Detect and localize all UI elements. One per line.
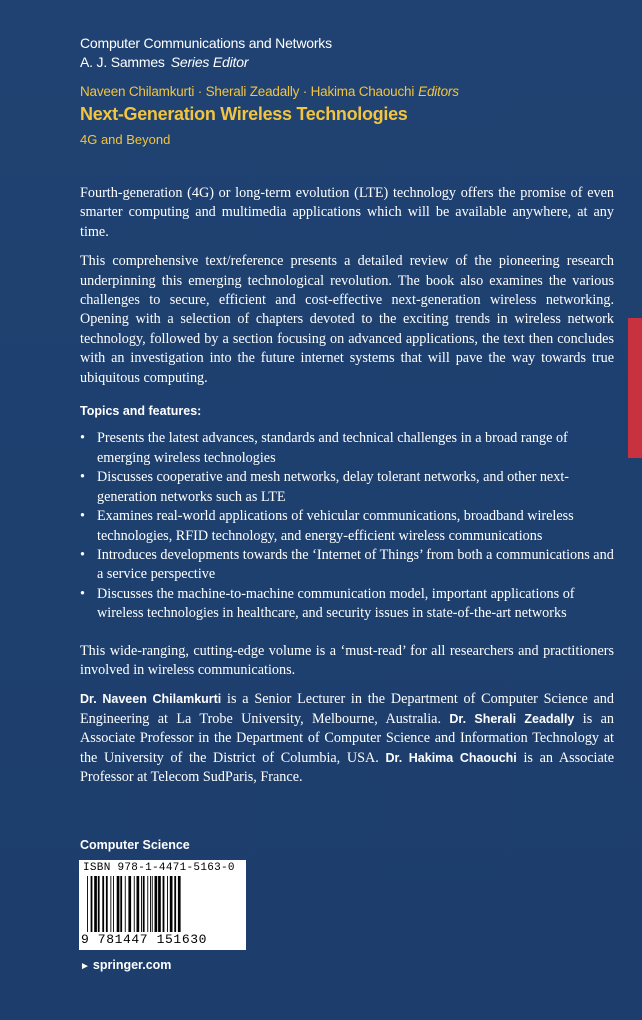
feature-item: • Introduces developments towards the ‘Internet of Things’ from both a communications and a service perspective — [80, 546, 614, 583]
barcode-bar — [125, 876, 126, 938]
series-name: Computer Communications and Networks — [80, 35, 332, 51]
arrow-icon: ► — [80, 961, 90, 972]
feature-item: • Discusses cooperative and mesh networks, delay tolerant networks, and other next-generation networks such as LTE — [80, 469, 569, 505]
barcode-bar — [102, 876, 104, 938]
barcode-bar — [91, 876, 93, 938]
publisher-link[interactable] — [80, 958, 171, 972]
bullet-icon: • — [80, 508, 85, 525]
bullet-icon: • — [80, 430, 85, 447]
feature-item: • Examines real-world applications of vehicular communications, broadband wireless technologies, RFID technology, and energy-efficient wireless communications — [80, 508, 574, 544]
book-subtitle: 4G and Beyond — [80, 132, 171, 147]
barcode-bar — [113, 876, 114, 938]
barcode-bar — [94, 876, 97, 938]
barcode-bar — [98, 876, 100, 938]
blurb-paragraph-1: Fourth-generation (4G) or long-term evolution (LTE) technology offers the promise of even smarter computing and multimedia applications which will be available anywhere, at any time. — [80, 185, 614, 240]
barcode-bar — [147, 876, 148, 938]
blurb-paragraph-2: This comprehensive text/reference presents a detailed review of the pioneering research underpinning this emerging technological revolution. The book also examines the various challenges to secure, efficient and cost-effective next-generation wireless networking. Opening with a selection of chapters devoted to the exciting trends in wireless network technology, followed by a section focusing on advanced applications, the text then concludes with an investigation into the future internet systems that will pave the way towards true ubiquitous computing. — [80, 253, 614, 386]
barcode-bar — [141, 876, 142, 938]
topics-heading: Topics and features: — [80, 404, 202, 419]
bullet-icon: • — [80, 585, 85, 602]
barcode-bar — [110, 876, 111, 938]
barcode-bar — [174, 876, 176, 938]
barcode-bar — [158, 876, 161, 938]
barcode-bar — [167, 876, 168, 938]
bio-name-2: Dr. Sherali Zeadally — [449, 711, 575, 726]
book-title: Next-Generation Wireless Technologies — [80, 104, 408, 124]
barcode-bar — [143, 876, 145, 938]
barcode-bar — [163, 876, 165, 938]
barcode-bar — [117, 876, 120, 938]
publisher-url: springer.com — [92, 958, 172, 972]
ean-digits: 9 781447 151630 — [81, 932, 208, 947]
barcode-bar — [128, 876, 131, 938]
feature-item: • Discusses the machine-to-machine communication model, important applications of wireless technologies in healthcare, and security issues in state-of-the-art networks — [80, 585, 575, 622]
subject-category: Computer Science — [80, 838, 190, 852]
bio-name-1: Dr. Naveen Chilamkurti — [80, 692, 222, 707]
editors-bio: Dr. Naveen Chilamkurti is a Senior Lecturer in the Department of Computer Science and Engineering at La Trobe University, Melbourne, Australia. Dr. Sherali Zeadally is an Associate Professor in the Department of Computer Science and Information Technology at the University of the District of Columbia, USA. Dr. Hakima Chaouchi is an Associate Professor at Telecom SudParis, France. — [80, 691, 614, 785]
barcode-bar — [134, 876, 135, 938]
barcode-bar — [87, 876, 88, 938]
barcode-bar — [155, 876, 158, 938]
editors-role: Editors — [418, 84, 459, 99]
bullet-icon: • — [80, 546, 85, 563]
series-editor-role: Series Editor — [170, 54, 249, 70]
bio-name-3: Dr. Hakima Chaouchi — [385, 750, 517, 765]
series-editor: A. J. Sammes — [80, 54, 165, 70]
barcode-bar — [137, 876, 140, 938]
barcode — [79, 860, 246, 950]
series-block — [80, 34, 332, 72]
isbn-label: ISBN 978-1-4471-5163-0 — [83, 862, 235, 874]
barcode-bar — [178, 876, 181, 938]
editor-names: Naveen Chilamkurti · Sherali Zeadally · Hakima Chaouchi — [80, 84, 415, 99]
barcode-bar — [150, 876, 151, 938]
barcode-bar — [152, 876, 153, 938]
series-editor-line — [80, 53, 332, 72]
closing-paragraph: This wide-ranging, cutting-edge volume is a ‘must-read’ for all researchers and practitioners involved in wireless communications. — [80, 642, 614, 678]
bullet-icon: • — [80, 469, 85, 486]
barcode-bar — [120, 876, 122, 938]
barcode-bar — [106, 876, 108, 938]
red-spine-tab — [628, 318, 642, 458]
features-list — [80, 429, 614, 623]
barcode-bars — [87, 876, 239, 938]
blurb-body — [80, 184, 614, 797]
barcode-bar — [170, 876, 173, 938]
editors-line — [80, 84, 459, 99]
feature-item: • Presents the latest advances, standards and technical challenges in a broad range of emerging wireless technologies — [80, 430, 568, 466]
